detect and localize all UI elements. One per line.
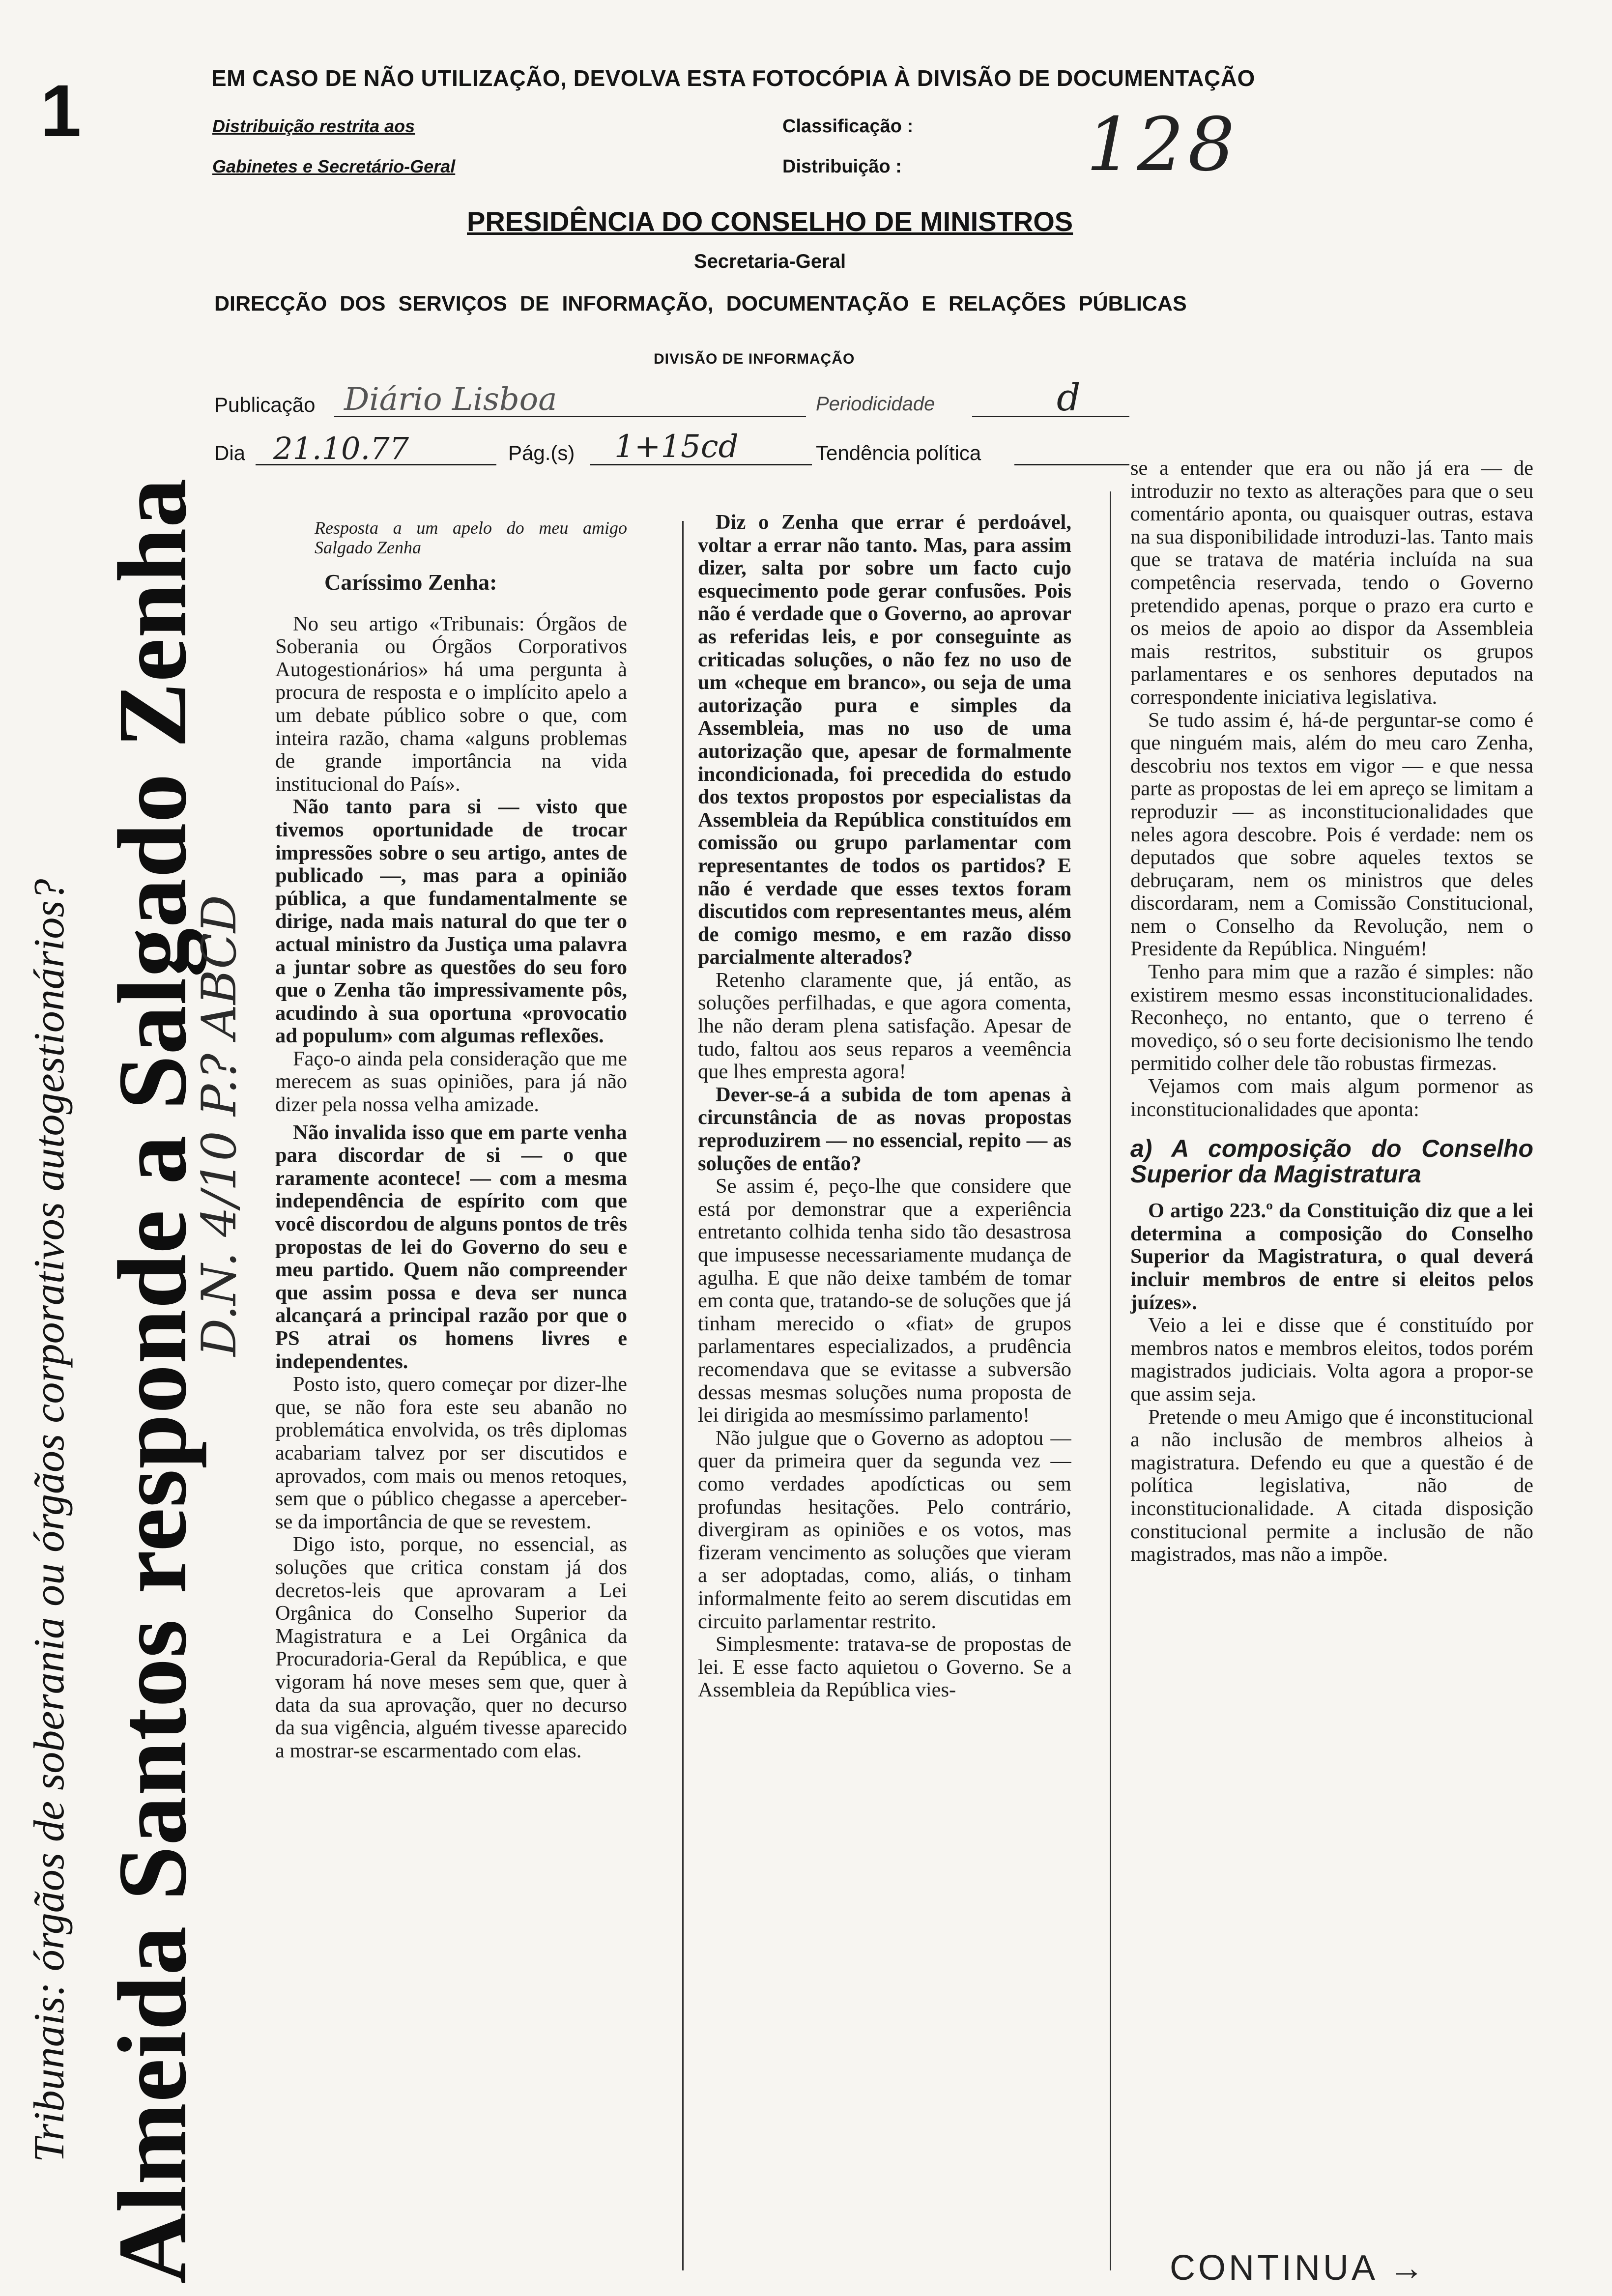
day-label: Dia (214, 441, 246, 464)
headline-subtitle: Tribunais: órgãos de soberania ou órgãos corporativos autogestionários? (26, 879, 73, 2162)
handwritten-number: 128 (1086, 102, 1239, 188)
pages-value: 1+15cd (614, 429, 739, 465)
paragraph: Diz o Zenha que errar é perdoável, voltar a errar não tanto. Mas, para assim dizer, salta por sobre um facto cujo esquecimento pode gerar confusões. Pois não é verdade que o Governo, ao aprovar as referidas leis, e por conseguinte as criticadas soluções, o não fez no uso de um «cheque em branco», ou seja de uma autorização pura e simples da Assembleia, mas no uso de uma autorização que, apesar de formalmente incondicionada, foi precedida do estudo dos textos propostos por especialistas da Assembleia da República constituídos em comissão ou grupo parlamentar com representantes de todos os partidos? E não é verdade que esses textos foram discutidos com representantes meus, além de comigo mesmo, e em razão disso parcialmente alterados? (698, 511, 1071, 969)
handwritten-margin-note: D.N. 4/10 P.? ABCD (192, 895, 247, 1356)
presidency-title: PRESIDÊNCIA DO CONSELHO DE MINISTROS (467, 206, 1073, 237)
paragraph: Faço-o ainda pela consideração que me merecem as suas opiniões, para já não dizer pela nossa velha amizade. (275, 1047, 627, 1117)
column-rule-2 (1110, 491, 1111, 2270)
paragraph: O artigo 223.º da Constituição diz que a lei determina a composição do Conselho Superior da Magistratura, o qual deverá incluir membros de entre si eleitos pelos juízes». (1130, 1199, 1533, 1314)
periodicity-value: d (1057, 375, 1081, 419)
paragraph: Pretende o meu Amigo que é inconstitucional a não inclusão de membros alheios à magistratura. Defendo eu que a questão é de política legislativa, não de inconstitucionalidade. A citada disposição constitucional permite a inclusão de não magistrados, mas não a impõe. (1130, 1405, 1533, 1566)
paragraph: Digo isto, porque, no essencial, as soluções que critica constam já dos decretos-leis que aprovaram a Lei Orgânica do Conselho Superior da Magistratura e a Lei Orgânica da Procuradoria-Geral da República, e que vigoram há nove meses sem que, quer à data da sua aprovação, quer no decurso da sua vigência, alguém tivesse aparecido a mostrar-se escarmentado com elas. (275, 1533, 627, 1762)
paragraph: Se assim é, peço-lhe que considere que está por demonstrar que a experiência entretanto colhida tenha sido tão desastrosa que impusesse necessariamente mudança de agulha. E que não deixe também de tomar em conta que, tratando-se de soluções que já tinham merecido o «fiat» de grupos parlamentares especializados, a prudência recomendava que se evitasse a subversão dessas mesmas soluções numa proposta de lei dirigida ao mesmíssimo parlamento! (698, 1175, 1071, 1427)
margin-side-mark: 1 (40, 69, 82, 152)
paragraph: Não invalida isso que em parte venha para discordar de si — o que raramente acontece! — com a mesma independência de espírito com que você discordou de alguns pontos de três propostas de lei do Governo do seu e meu partido. Quem não compreender que assim possa e deva ser nunca alcançará a principal razão por que o PS atrai os homens livres e independentes. (275, 1120, 627, 1373)
headline-title: Almeida Santos responde a Salgado Zenha (98, 478, 207, 2284)
secretariat-title: Secretaria-Geral (694, 251, 846, 272)
periodicity-label: Periodicidade (816, 393, 935, 415)
paragraph: Dever-se-á a subida de tom apenas à circunstância de as novas propostas reproduzirem — no essencial, repito — as soluções de então? (698, 1083, 1071, 1175)
tendency-label: Tendência política (816, 441, 981, 464)
restriction-line-2: Gabinetes e Secretário-Geral (212, 156, 456, 176)
restriction-line-1: Distribuição restrita aos (212, 116, 415, 136)
article-salutation: Caríssimo Zenha: (324, 570, 497, 595)
article-dedication: Resposta a um apelo do meu amigo Salgado Zenha (315, 518, 627, 557)
article-column-3 (1130, 457, 1533, 2197)
paragraph: Veio a lei e disse que é constituído por membros natos e membros eleitos, todos porém magistrados judiciais. Volta agora a propor-se que assim seja. (1130, 1314, 1533, 1406)
article-column-2 (698, 511, 1071, 2270)
paragraph: Não julgue que o Governo as adoptou — quer da primeira quer da segunda vez — como verdades apodícticas ou sem profundas hesitações. Pelo contrário, divergiram as opiniões e os votos, mas fizeram vencimento as soluções que vieram a ser adoptadas, como, aliás, o tinham informalmente feito ao serem discutidas em circuito parlamentar restrito. (698, 1426, 1071, 1633)
tendency-field-line (1014, 464, 1129, 465)
periodicity-field-line (972, 416, 1129, 417)
paragraph: Posto isto, quero começar por dizer-lhe que, se não fora este seu abanão no problemática envolvida, os três diplomas acabariam talvez por ser discutidos e aprovados, com mais ou menos retoques, sem que o público chegasse a aperceber-se da importância de que se revestem. (275, 1373, 627, 1533)
division-title: DIVISÃO DE INFORMAÇÃO (654, 351, 855, 367)
paragraph: Retenho claramente que, já então, as soluções perfilhadas, e que agora comenta, lhe não deram plena satisfação. Apesar de tudo, faltou aos seus reparos a veemência que lhes empresta agora! (698, 968, 1071, 1084)
paragraph: se a entender que era ou não já era — de introduzir no texto as alterações para que o seu comentário aponta, ou quaisquer outras, estava na sua disponibilidade introduzi-las. Tanto mais que se tratava de matéria incluída na sua competência reservada, tendo o Governo pretendido apenas, porque o prazo era curto e os meios de apoio ao dispor da Assembleia mais restritos, substituir os grupos parlamentares e os senhores deputados na correspondente iniciativa legislativa. (1130, 457, 1533, 709)
paragraph: Vejamos com mais algum pormenor as inconstitucionalidades que aponta: (1130, 1075, 1533, 1121)
article-column-1 (275, 511, 627, 2270)
continua-mark: CONTINUA → (1170, 2248, 1428, 2288)
direction-title: DIRECÇÃO DOS SERVIÇOS DE INFORMAÇÃO, DOCUMENTAÇÃO E RELAÇÕES PÚBLICAS (214, 292, 1187, 316)
paragraph: Tenho para mim que a razão é simples: não existirem mesmo essas inconstitucionalidades. Reconheço, no entanto, que o terreno é movediço, só o seu forte decisionismo lhe tendo permitido colher dele tão robustas firmezas. (1130, 960, 1533, 1075)
classification-label: Classificação : (782, 116, 914, 137)
day-value: 21.10.77 (273, 430, 409, 466)
paragraph: No seu artigo «Tribunais: Órgãos de Soberania ou Órgãos Corporativos Autogestionários» há uma pergunta à procura de resposta e o implícito apelo a um debate público sobre o que, com inteira razão, chama «alguns problemas de grande importância na vida institucional do País». (275, 612, 627, 796)
section-subheading: a) A composição do Conselho Superior da Magistratura (1130, 1135, 1533, 1188)
pages-label: Pág.(s) (508, 441, 575, 464)
publication-value: Diário Lisboa (344, 381, 557, 418)
paragraph: Simplesmente: tratava-se de propostas de lei. E esse facto aquietou o Governo. Se a Assembleia da República vies- (698, 1633, 1071, 1702)
distribution-label: Distribuição : (782, 156, 902, 177)
paragraph: Não tanto para si — visto que tivemos oportunidade de trocar impressões sobre o seu artigo, antes de publicado —, mas para a opinião pública, a que fundamentalmente se dirige, nada mais natural do que ter o actual ministro da Justiça uma palavra a juntar sobre as questões do seu foro que o Zenha tão impressivamente pôs, acudindo à sua oportuna «provocatio ad populum» com algumas reflexões. (275, 795, 627, 1048)
paragraph: Se tudo assim é, há-de perguntar-se como é que ninguém mais, além do meu caro Zenha, descobriu nos textos em vigor — e que nessa parte as propostas de lei em apreço se limitam a reproduzir — as inconstitucionalidades que neles agora descobre. Pois é verdade: nem os deputados que sobre aqueles textos se debruçaram, nem os ministros que deles discordaram, nem a Comissão Constitucional, nem o Conselho da Revolução, nem o Presidente da República. Ninguém! (1130, 708, 1533, 961)
publication-label: Publicação (214, 393, 316, 416)
column-rule-1 (682, 521, 684, 2270)
return-notice: EM CASO DE NÃO UTILIZAÇÃO, DEVOLVA ESTA FOTOCÓPIA À DIVISÃO DE DOCUMENTAÇÃO (211, 65, 1255, 91)
